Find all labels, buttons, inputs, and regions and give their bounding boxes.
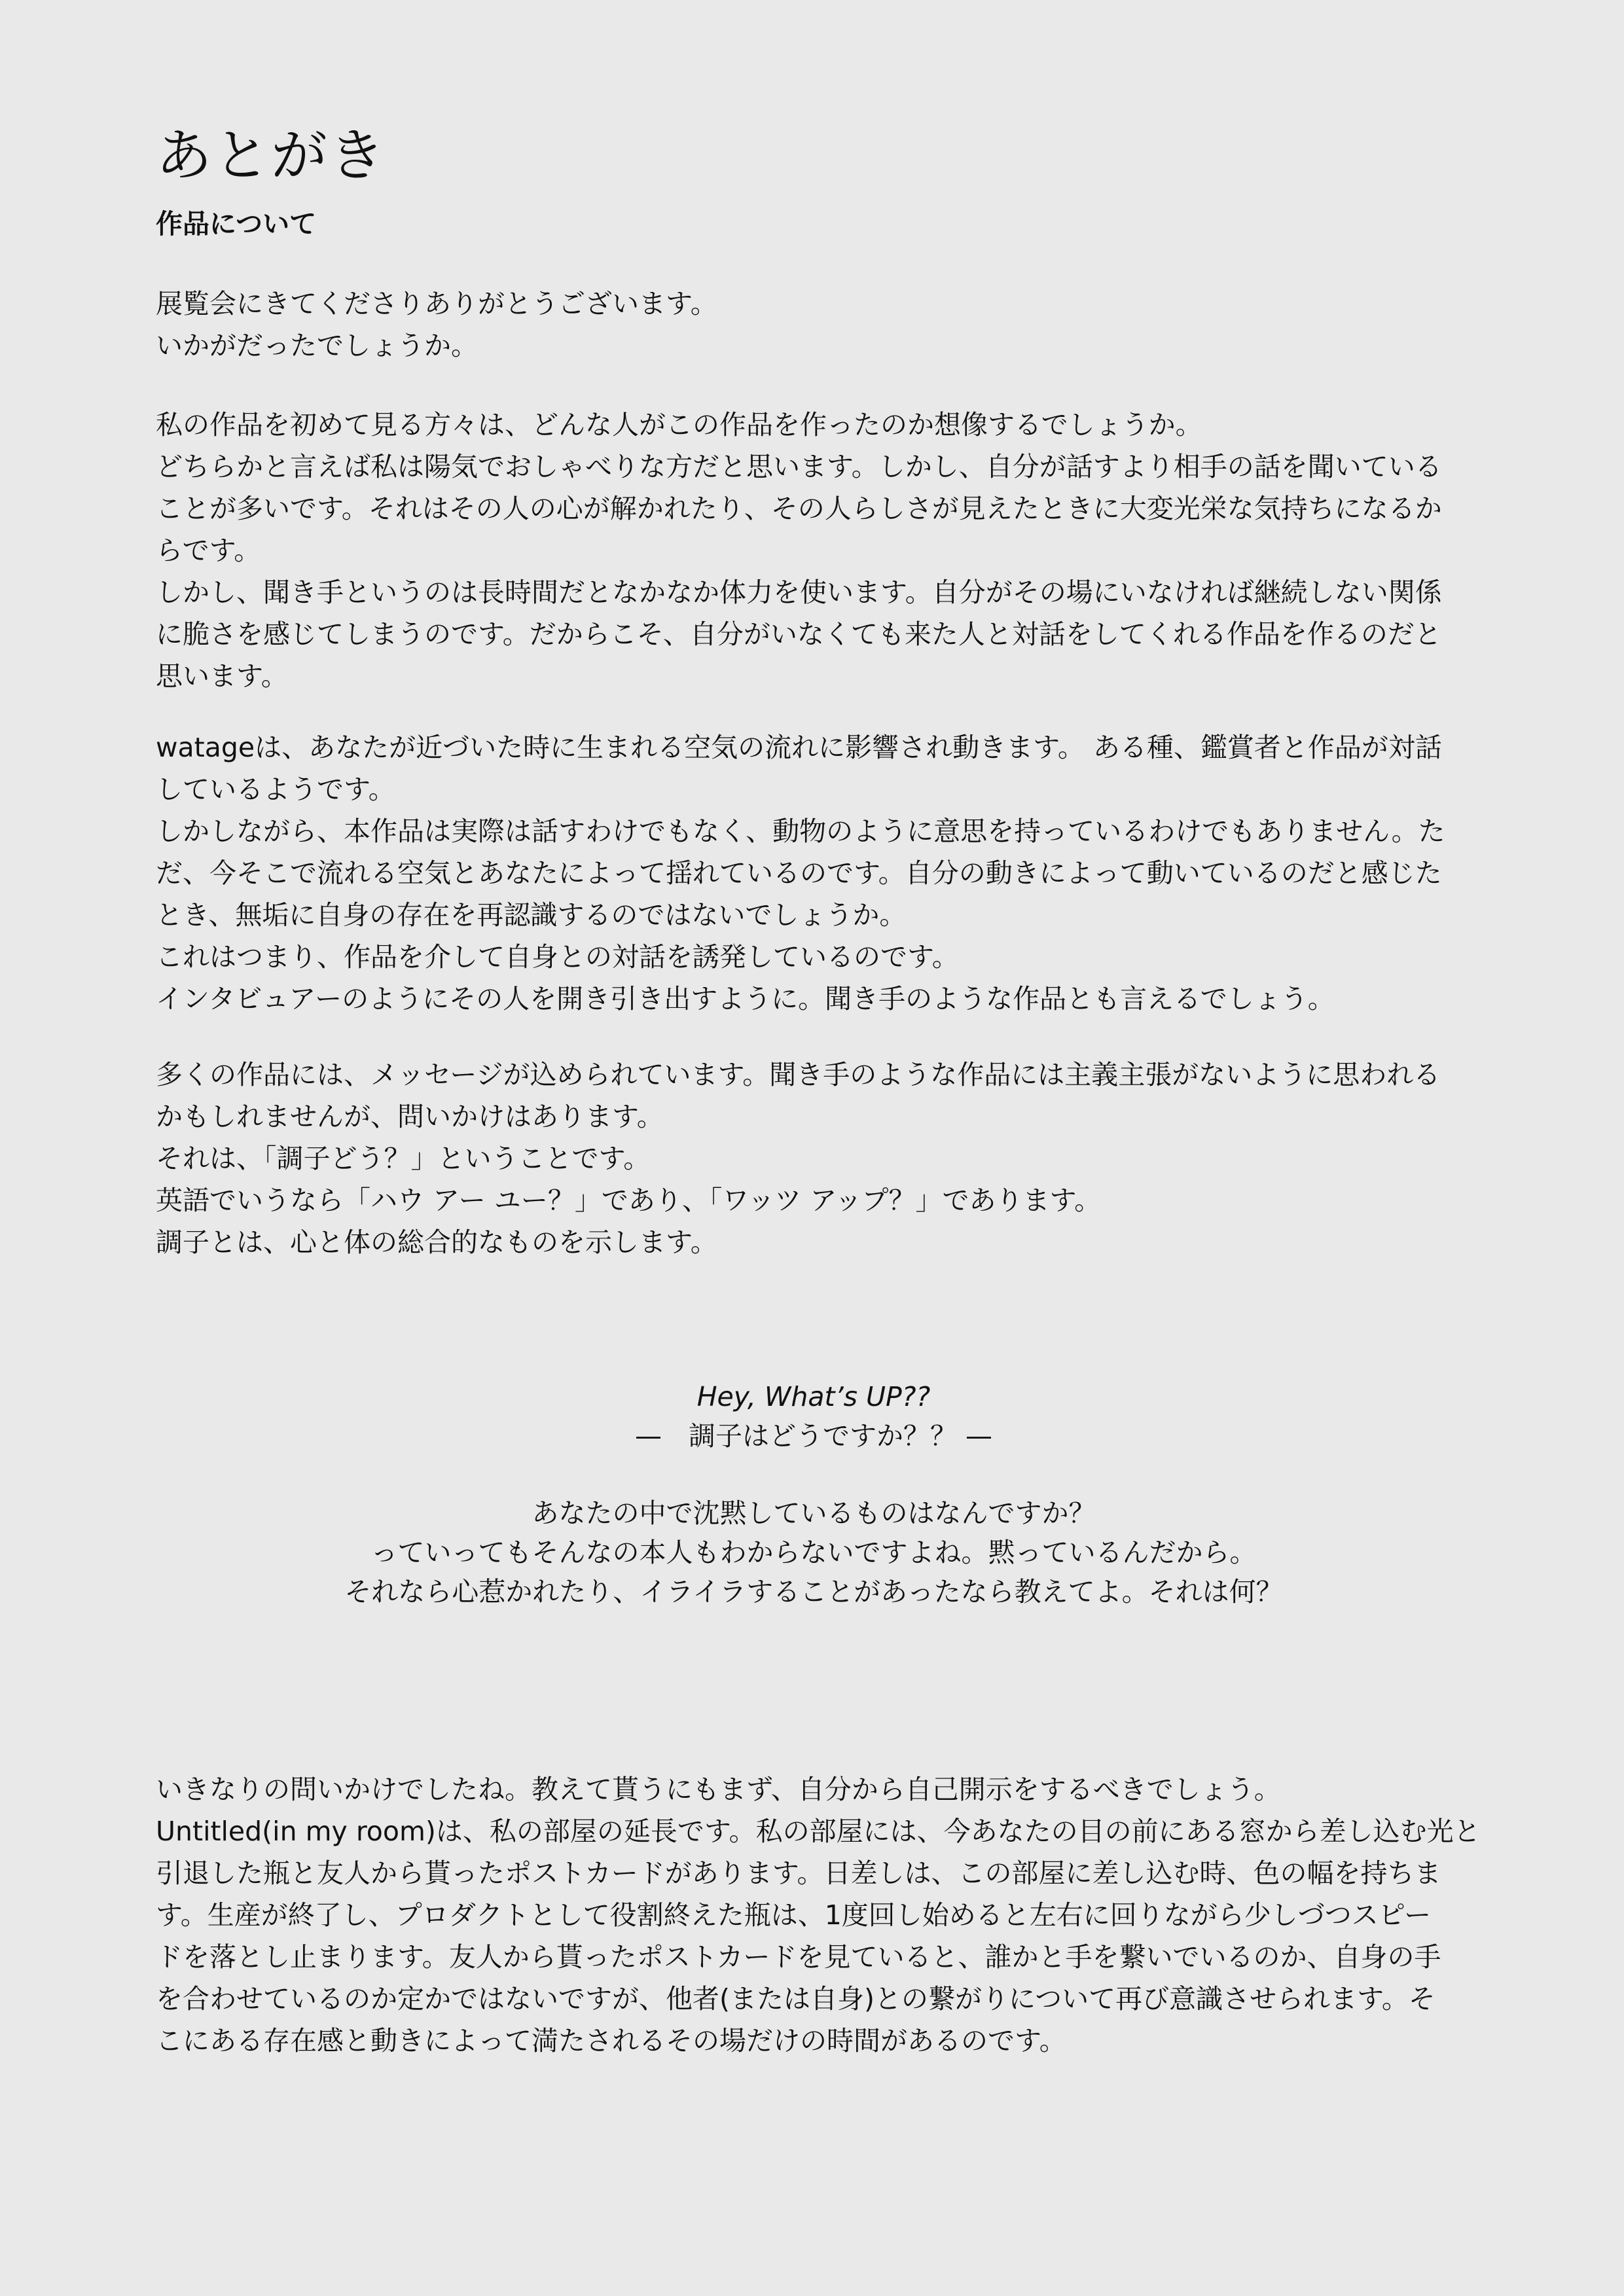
text-line: ことが多いです。それはその人の心が解かれたり、その人らしさが見えたときに大変光栄な気持ちになるか [156,493,1442,524]
text-line: 引退した瓶と友人から貰ったポストカードがあります。日差しは、この部屋に差し込む時、色の幅を持ちま [156,1857,1441,1889]
text-line: しかしながら、本作品は実際は話すわけでもなく、動物のように意思を持っているわけでもありません。た [156,816,1445,847]
text-line: いきなりの問いかけでしたね。教えて貰うにもまず、自分から自己開示をするべきでしょう。 [156,1774,1281,1805]
text-line: に脆さを感じてしまうのです。だからこそ、自分がいなくても来た人と対話をしてくれる作品を作るのだと [156,619,1441,650]
text-line: 思います。 [156,660,288,692]
text-line: だ、今そこで流れる空気とあなたによって揺れているのです。自分の動きによって動いているのだと感じた [156,857,1442,889]
text-line: ドを落とし止まります。友人から貰ったポストカードを見ていると、誰かと手を繋いでいるのか、自身の手 [156,1941,1441,1973]
text-line: 調子とは、心と体の総合的なものを示します。 [156,1227,717,1258]
text-line: 私の作品を初めて見る方々は、どんな人がこの作品を作ったのか想像するでしょうか。 [156,409,1202,440]
text-line: しかし、聞き手というのは長時間だとなかなか体力を使います。自分がその場にいなければ継続しない関係 [156,577,1442,608]
text-line: しているようです。 [156,774,395,805]
quote-line: っていってもそんなの本人もわからないですよね。黙っているんだから。 [370,1537,1257,1568]
text-line: かもしれませんが、問いかけはあります。 [156,1101,664,1132]
text-line: どちらかと言えば私は陽気でおしゃべりな方だと思います。しかし、自分が話すより相手の話を聞いている [156,451,1442,482]
paragraph-message [156,1054,1471,1263]
text-line: インタビュアーのようにその人を開き引き出すように。聞き手のような作品とも言えるでしょう。 [156,983,1335,1014]
text-line: それは、「調子どう？」ということです。 [156,1143,651,1174]
text-line: Untitled(in my room)は、私の部屋の延長です。私の部屋には、今あなたの目の前にある窓から差し込む光と [156,1816,1481,1847]
text-line: らです。 [156,535,261,566]
text-line: とき、無垢に自身の存在を再認識するのではないでしょうか。 [156,899,907,931]
paragraph-watage [156,726,1471,1020]
quote-heading: Hey, What’s UP?? [696,1381,931,1412]
text-line: を合わせているのか定かではないですが、他者(または自身)との繋がりについて再び意識させられます。そ [156,1983,1435,2015]
text-line: 英語でいうなら「ハウ アー ユー？」であり、「ワッツ アップ？」であります。 [156,1185,1102,1216]
quote-subheading: — 調子はどうですか？？ — [634,1420,993,1452]
text-line: す。生産が終了し、プロダクトとして役割終えた瓶は、1度回し始めると左右に回りながら少しづつスピー [156,1899,1432,1931]
text-line: 展覧会にきてくださりありがとうございます。 [156,288,717,319]
text-line: watageは、あなたが近づいた時に生まれる空気の流れに影響され動きます。 ある種、鑑賞者と作品が対話 [156,732,1442,763]
page-title: あとがき [156,123,386,188]
paragraph-about-artist [156,404,1471,697]
section-subtitle: 作品について [156,208,317,240]
quote-line: それなら心惹かれたり、イライラすることがあったなら教えてよ。それは何？ [344,1576,1283,1607]
text-line: 多くの作品には、メッセージが込められています。聞き手のような作品には主義主張がないように思われる [156,1059,1441,1090]
quote-heading-block [156,1377,1471,1456]
paragraph-closing [156,1768,1481,2062]
text-line: いかがだったでしょうか。 [156,330,478,361]
text-line: こにある存在感と動きによって満たされるその場だけの時間があるのです。 [156,2025,1066,2056]
quote-line: あなたの中で沈黙しているものはなんですか？ [532,1498,1096,1529]
text-line: これはつまり、作品を介して自身との対話を誘発しているのです。 [156,941,959,973]
quote-body [156,1494,1471,1611]
paragraph-greeting [156,283,1471,367]
